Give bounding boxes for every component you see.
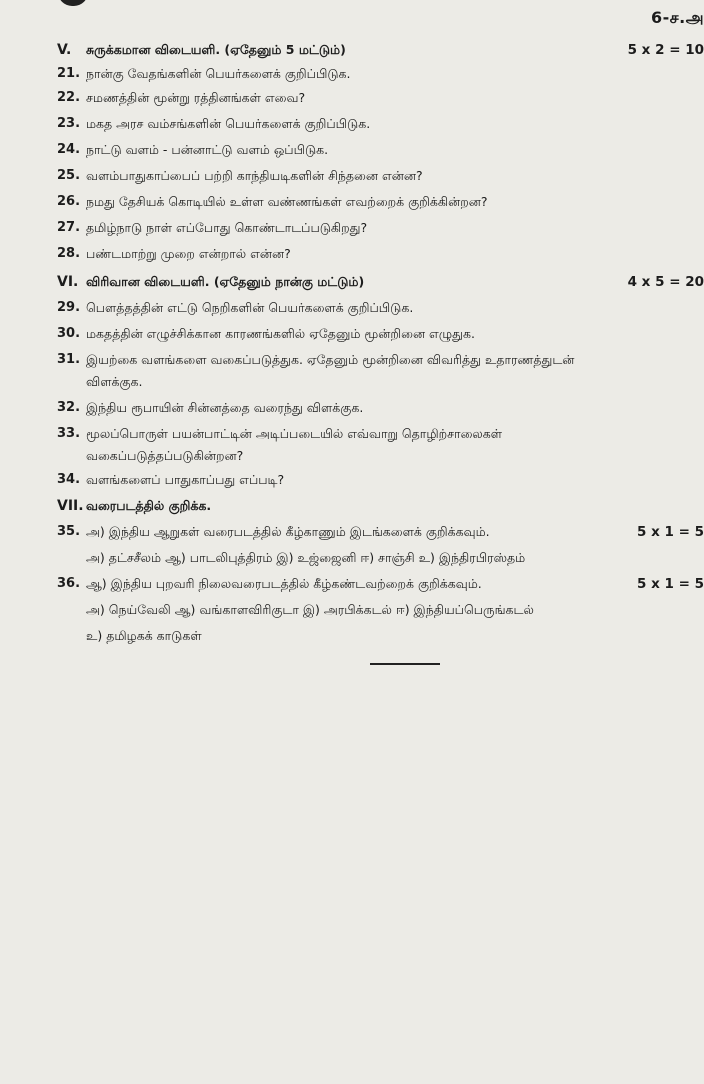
question-number: 23. bbox=[57, 116, 81, 131]
question-33-continued bbox=[0, 444, 704, 468]
question-text: மூலப்பொருள் பயன்பாட்டின் அடிப்படையில் எவ்வாறு தொழிற்சாலைகள் bbox=[86, 426, 503, 441]
question-number: 33. bbox=[57, 426, 81, 441]
question-text-continued: விளக்குக. bbox=[86, 374, 143, 389]
question-number: 22. bbox=[57, 90, 81, 105]
corner-mark bbox=[58, 0, 88, 6]
question-24 bbox=[0, 138, 704, 162]
question-35 bbox=[0, 520, 704, 544]
question-text: பௌத்தத்தின் எட்டு நெறிகளின் பெயர்களைக் குறிப்பிடுக. bbox=[86, 300, 414, 315]
question-29 bbox=[0, 296, 704, 320]
section-number: V. bbox=[57, 42, 72, 58]
question-text: வளங்களைப் பாதுகாப்பது எப்படி? bbox=[86, 472, 285, 487]
question-31-continued bbox=[0, 370, 704, 394]
question-number: 31. bbox=[57, 352, 81, 367]
question-text: ஆ) இந்திய புறவரி நிலைவரைபடத்தில் கீழ்கண்டவற்றைக் குறிக்கவும். bbox=[86, 576, 482, 591]
question-text: அ) இந்திய ஆறுகள் வரைபடத்தில் கீழ்காணும் இடங்களைக் குறிக்கவும். bbox=[86, 524, 490, 539]
question-31 bbox=[0, 348, 704, 372]
section-v-header bbox=[0, 38, 704, 62]
question-21 bbox=[0, 62, 704, 86]
question-number: 29. bbox=[57, 300, 81, 315]
question-options: அ) தட்சசீலம் ஆ) பாடலிபுத்திரம் இ) உஜ்ஜைனி ஈ) சாஞ்சி உ) இந்திரபிரஸ்தம் bbox=[86, 550, 526, 565]
question-number: 34. bbox=[57, 472, 81, 487]
section-title: விரிவான விடையளி. (ஏதேனும் நான்கு மட்டும்) bbox=[86, 274, 365, 289]
section-marks: 5 x 2 = 10 bbox=[622, 38, 704, 62]
question-number: 36. bbox=[57, 576, 81, 591]
section-title: வரைபடத்தில் குறிக்க. bbox=[86, 498, 212, 513]
question-text: இந்திய ரூபாயின் சின்னத்தை வரைந்து விளக்குக. bbox=[86, 400, 364, 415]
question-number: 30. bbox=[57, 326, 81, 341]
question-32 bbox=[0, 396, 704, 420]
question-22 bbox=[0, 86, 704, 110]
question-text: பண்டமாற்று முறை என்றால் என்ன? bbox=[86, 246, 291, 261]
page-code: 6-ச.அ bbox=[651, 8, 704, 27]
question-text-continued: வகைப்படுத்தப்படுகின்றன? bbox=[86, 448, 244, 463]
end-rule bbox=[370, 663, 440, 665]
question-36 bbox=[0, 572, 704, 596]
question-36-options-continued bbox=[0, 624, 704, 648]
question-number: 21. bbox=[57, 66, 81, 81]
section-vi-header bbox=[0, 270, 704, 294]
question-text: இயற்கை வளங்களை வகைப்படுத்துக. ஏதேனும் மூன்றினை விவரித்து உதாரணத்துடன் bbox=[86, 352, 575, 367]
question-text: நான்கு வேதங்களின் பெயர்களைக் குறிப்பிடுக. bbox=[86, 66, 351, 81]
question-text: சமணத்தின் மூன்று ரத்தினங்கள் எவை? bbox=[86, 90, 306, 105]
question-text: மகத அரச வம்சங்களின் பெயர்களைக் குறிப்பிடுக. bbox=[86, 116, 371, 131]
question-number: 27. bbox=[57, 220, 81, 235]
section-number: VI. bbox=[57, 274, 79, 290]
question-text: நமது தேசியக் கொடியில் உள்ள வண்ணங்கள் எவற்றைக் குறிக்கின்றன? bbox=[86, 194, 488, 209]
question-34 bbox=[0, 468, 704, 492]
question-text: மகதத்தின் எழுச்சிக்கான காரணங்களில் ஏதேனும் மூன்றினை எழுதுக. bbox=[86, 326, 475, 341]
question-28 bbox=[0, 242, 704, 266]
question-text: வளம்பாதுகாப்பைப் பற்றி காந்தியடிகளின் சிந்தனை என்ன? bbox=[86, 168, 423, 183]
section-title: சுருக்கமான விடையளி. (ஏதேனும் 5 மட்டும்) bbox=[86, 42, 346, 57]
question-25 bbox=[0, 164, 704, 188]
question-30 bbox=[0, 322, 704, 346]
question-marks: 5 x 1 = 5 bbox=[631, 572, 704, 596]
question-marks: 5 x 1 = 5 bbox=[631, 520, 704, 544]
question-number: 28. bbox=[57, 246, 81, 261]
question-options: அ) நெய்வேலி ஆ) வங்காளவிரிகுடா இ) அரபிக்கடல் ஈ) இந்தியப்பெருங்கடல் bbox=[86, 602, 534, 617]
question-number: 25. bbox=[57, 168, 81, 183]
question-text: நாட்டு வளம் - பன்னாட்டு வளம் ஒப்பிடுக. bbox=[86, 142, 329, 157]
question-36-options bbox=[0, 598, 704, 622]
question-number: 26. bbox=[57, 194, 81, 209]
question-26 bbox=[0, 190, 704, 214]
section-vii-header bbox=[0, 494, 704, 518]
question-27 bbox=[0, 216, 704, 240]
section-marks: 4 x 5 = 20 bbox=[622, 270, 704, 294]
question-23 bbox=[0, 112, 704, 136]
section-number: VII. bbox=[57, 498, 84, 514]
question-options-continued: உ) தமிழகக் காடுகள் bbox=[86, 628, 202, 643]
question-number: 32. bbox=[57, 400, 81, 415]
question-number: 24. bbox=[57, 142, 81, 157]
question-35-options bbox=[0, 546, 704, 570]
question-text: தமிழ்நாடு நாள் எப்போது கொண்டாடப்படுகிறது? bbox=[86, 220, 368, 235]
question-33 bbox=[0, 422, 704, 446]
question-number: 35. bbox=[57, 524, 81, 539]
